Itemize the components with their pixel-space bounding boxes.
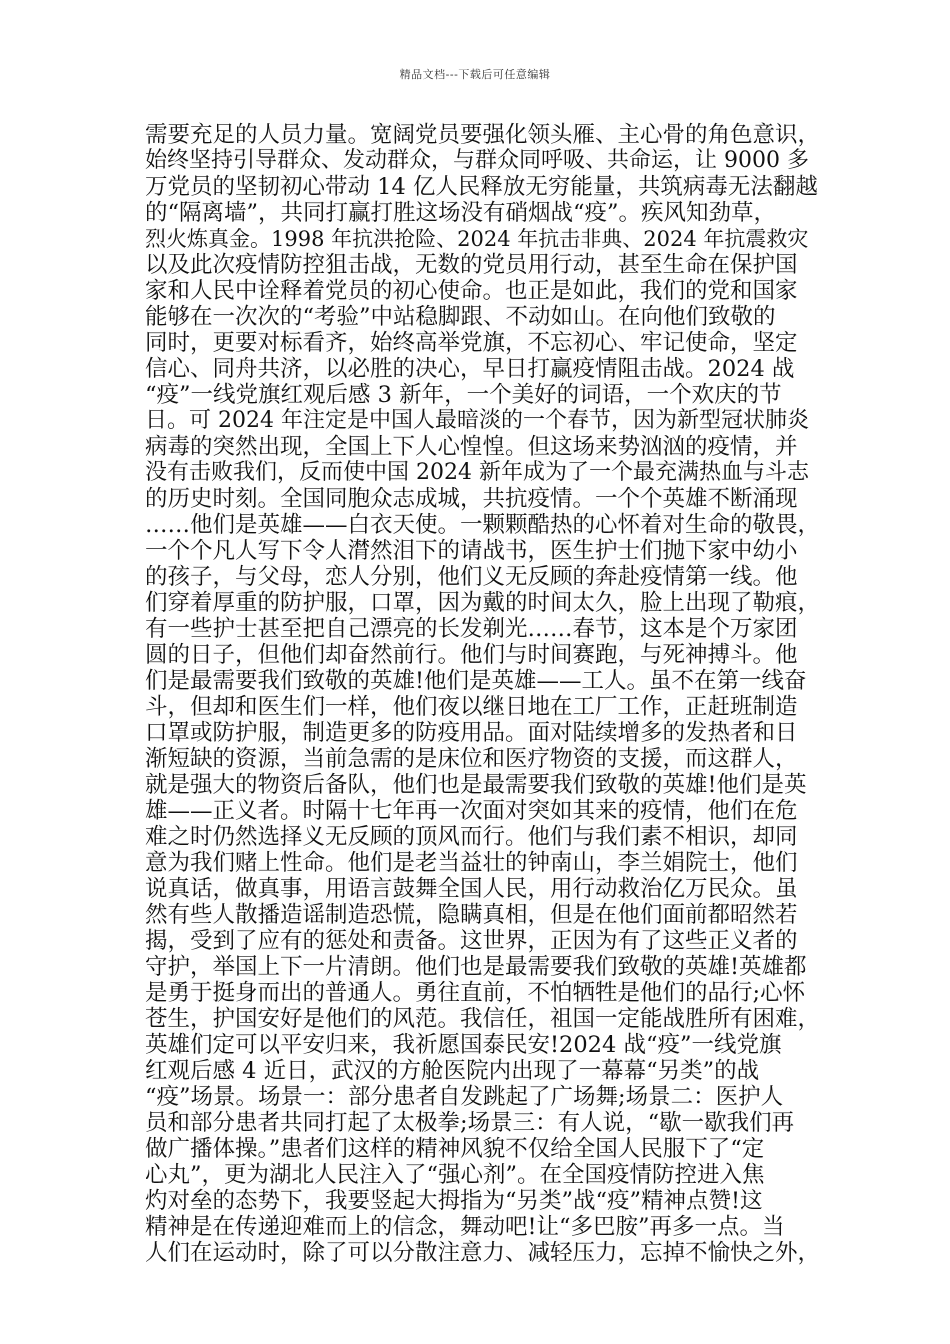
text-line: 员和部分患者共同打起了太极拳;场景三：有人说，“歇一歇我们再 [145, 1110, 795, 1136]
text-line: 圆的日子，但他们却奋然前行。他们与时间赛跑，与死神搏斗。他 [145, 642, 798, 668]
text-line: “疫”场景。场景一：部分患者自发跳起了广场舞;场景二：医护人 [145, 1084, 784, 1110]
text-line: 是勇于挺身而出的普通人。勇往直前，不怕牺牲是他们的品行;心怀 [145, 980, 806, 1006]
text-line: 说真话，做真事，用语言鼓舞全国人民，用行动救治亿万民众。虽 [145, 876, 798, 902]
text-line: 雄——正义者。时隔十七年再一次面对突如其来的疫情，他们在危 [145, 798, 798, 824]
text-line: 的孩子，与父母，恋人分别，他们义无反顾的奔赴疫情第一线。他 [145, 564, 798, 590]
text-line: 同时，更要对标看齐，始终高举党旗，不忘初心、牢记使命，坚定 [145, 330, 798, 356]
text-line: 万党员的坚韧初心带动 14 亿人民释放无穷能量，共筑病毒无法翻越 [145, 174, 818, 200]
text-line: 然有些人散播造谣制造恐慌，隐瞒真相，但是在他们面前都昭然若 [145, 902, 798, 928]
text-line: “疫”一线党旗红观后感 3 新年，一个美好的词语，一个欢庆的节 [145, 382, 782, 408]
text-line: 做广播体操。”患者们这样的精神风貌不仅给全国人民服下了“定 [145, 1136, 765, 1162]
text-line: 守护，举国上下一片清朗。他们也是最需要我们致敬的英雄!英雄都 [145, 954, 807, 980]
text-line: 渐短缺的资源，当前急需的是床位和医疗物资的支援，而这群人， [145, 746, 798, 772]
text-line: 苍生，护国安好是他们的风范。我信任，祖国一定能战胜所有困难， [145, 1006, 821, 1032]
text-line: 精神是在传递迎难而上的信念，舞动吧!让“多巴胺”再多一点。当 [145, 1214, 785, 1240]
text-line: 始终坚持引导群众、发动群众，与群众同呼吸、共命运，让 9000 多 [145, 148, 809, 173]
text-line: 心丸”，更为湖北人民注入了“强心剂”。在全国疫情防控进入焦 [145, 1162, 765, 1188]
text-line: 有一些护士甚至把自己漂亮的长发剃光……春节，这本是个万家团 [145, 616, 798, 642]
text-line: 们穿着厚重的防护服，口罩，因为戴的时间太久，脸上出现了勒痕， [145, 590, 821, 616]
text-line: 揭，受到了应有的惩处和责备。这世界，正因为有了这些正义者的 [145, 928, 798, 954]
text-line: 需要充足的人员力量。宽阔党员要强化领头雁、主心骨的角色意识， [145, 122, 821, 148]
text-line: 病毒的突然出现，全国上下人心惶惶。但这场来势汹汹的疫情，并 [145, 434, 798, 460]
text-line: 家和人民中诠释着党员的初心使命。也正是如此，我们的党和国家 [145, 278, 798, 304]
text-line: 信心、同舟共济，以必胜的决心，早日打赢疫情阻击战。2024 战 [145, 356, 795, 382]
text-line: 没有击败我们，反而使中国 2024 新年成为了一个最充满热血与斗志 [145, 460, 809, 485]
text-line: 英雄们定可以平安归来，我祈愿国泰民安!2024 战“疫”一线党旗 [145, 1032, 782, 1058]
text-line: 烈火炼真金。1998 年抗洪抢险、2024 年抗击非典、2024 年抗震救灾 [145, 227, 809, 251]
text-line: 难之时仍然选择义无反顾的顶风而行。他们与我们素不相识，却同 [145, 824, 798, 850]
text-line: 的“隔离墙”，共同打赢打胜这场没有硝烟战“疫”。疾风知劲草， [145, 200, 777, 226]
text-line: 人们在运动时，除了可以分散注意力、减轻压力，忘掉不愉快之外， [145, 1240, 821, 1266]
body-text [145, 122, 821, 1266]
text-line: 灼对垒的态势下，我要竖起大拇指为“另类”战“疫”精神点赞!这 [145, 1188, 763, 1214]
text-line: 红观后感 4 近日，武汉的方舱医院内出现了一幕幕“另类”的战 [145, 1058, 760, 1084]
text-line: ……他们是英雄——白衣天使。一颗颗酷热的心怀着对生命的敬畏， [145, 512, 821, 538]
text-line: 口罩或防护服，制造更多的防疫用品。面对陆续增多的发热者和日 [145, 720, 798, 746]
text-line: 日。可 2024 年注定是中国人最暗淡的一个春节，因为新型冠状肺炎 [145, 408, 809, 433]
text-line: 意为我们赌上性命。他们是老当益壮的钟南山，李兰娟院士，他们 [145, 850, 798, 876]
text-line: 的历史时刻。全国同胞众志成城，共抗疫情。一个个英雄不断涌现 [145, 486, 798, 512]
page-header: 精品文档---下载后可任意编辑 [399, 68, 551, 81]
text-line: 以及此次疫情防控狙击战，无数的党员用行动，甚至生命在保护国 [145, 252, 798, 278]
text-line: 一个个凡人写下令人潸然泪下的请战书，医生护士们抛下家中幼小 [145, 538, 798, 564]
text-line: 能够在一次次的“考验”中站稳脚跟、不动如山。在向他们致敬的 [145, 304, 776, 330]
text-line: 就是强大的物资后备队，他们也是最需要我们致敬的英雄!他们是英 [145, 772, 807, 798]
text-line: 斗，但却和医生们一样，他们夜以继日地在工厂工作，正赶班制造 [145, 694, 798, 720]
text-line: 们是最需要我们致敬的英雄!他们是英雄——工人。虽不在第一线奋 [145, 668, 807, 694]
